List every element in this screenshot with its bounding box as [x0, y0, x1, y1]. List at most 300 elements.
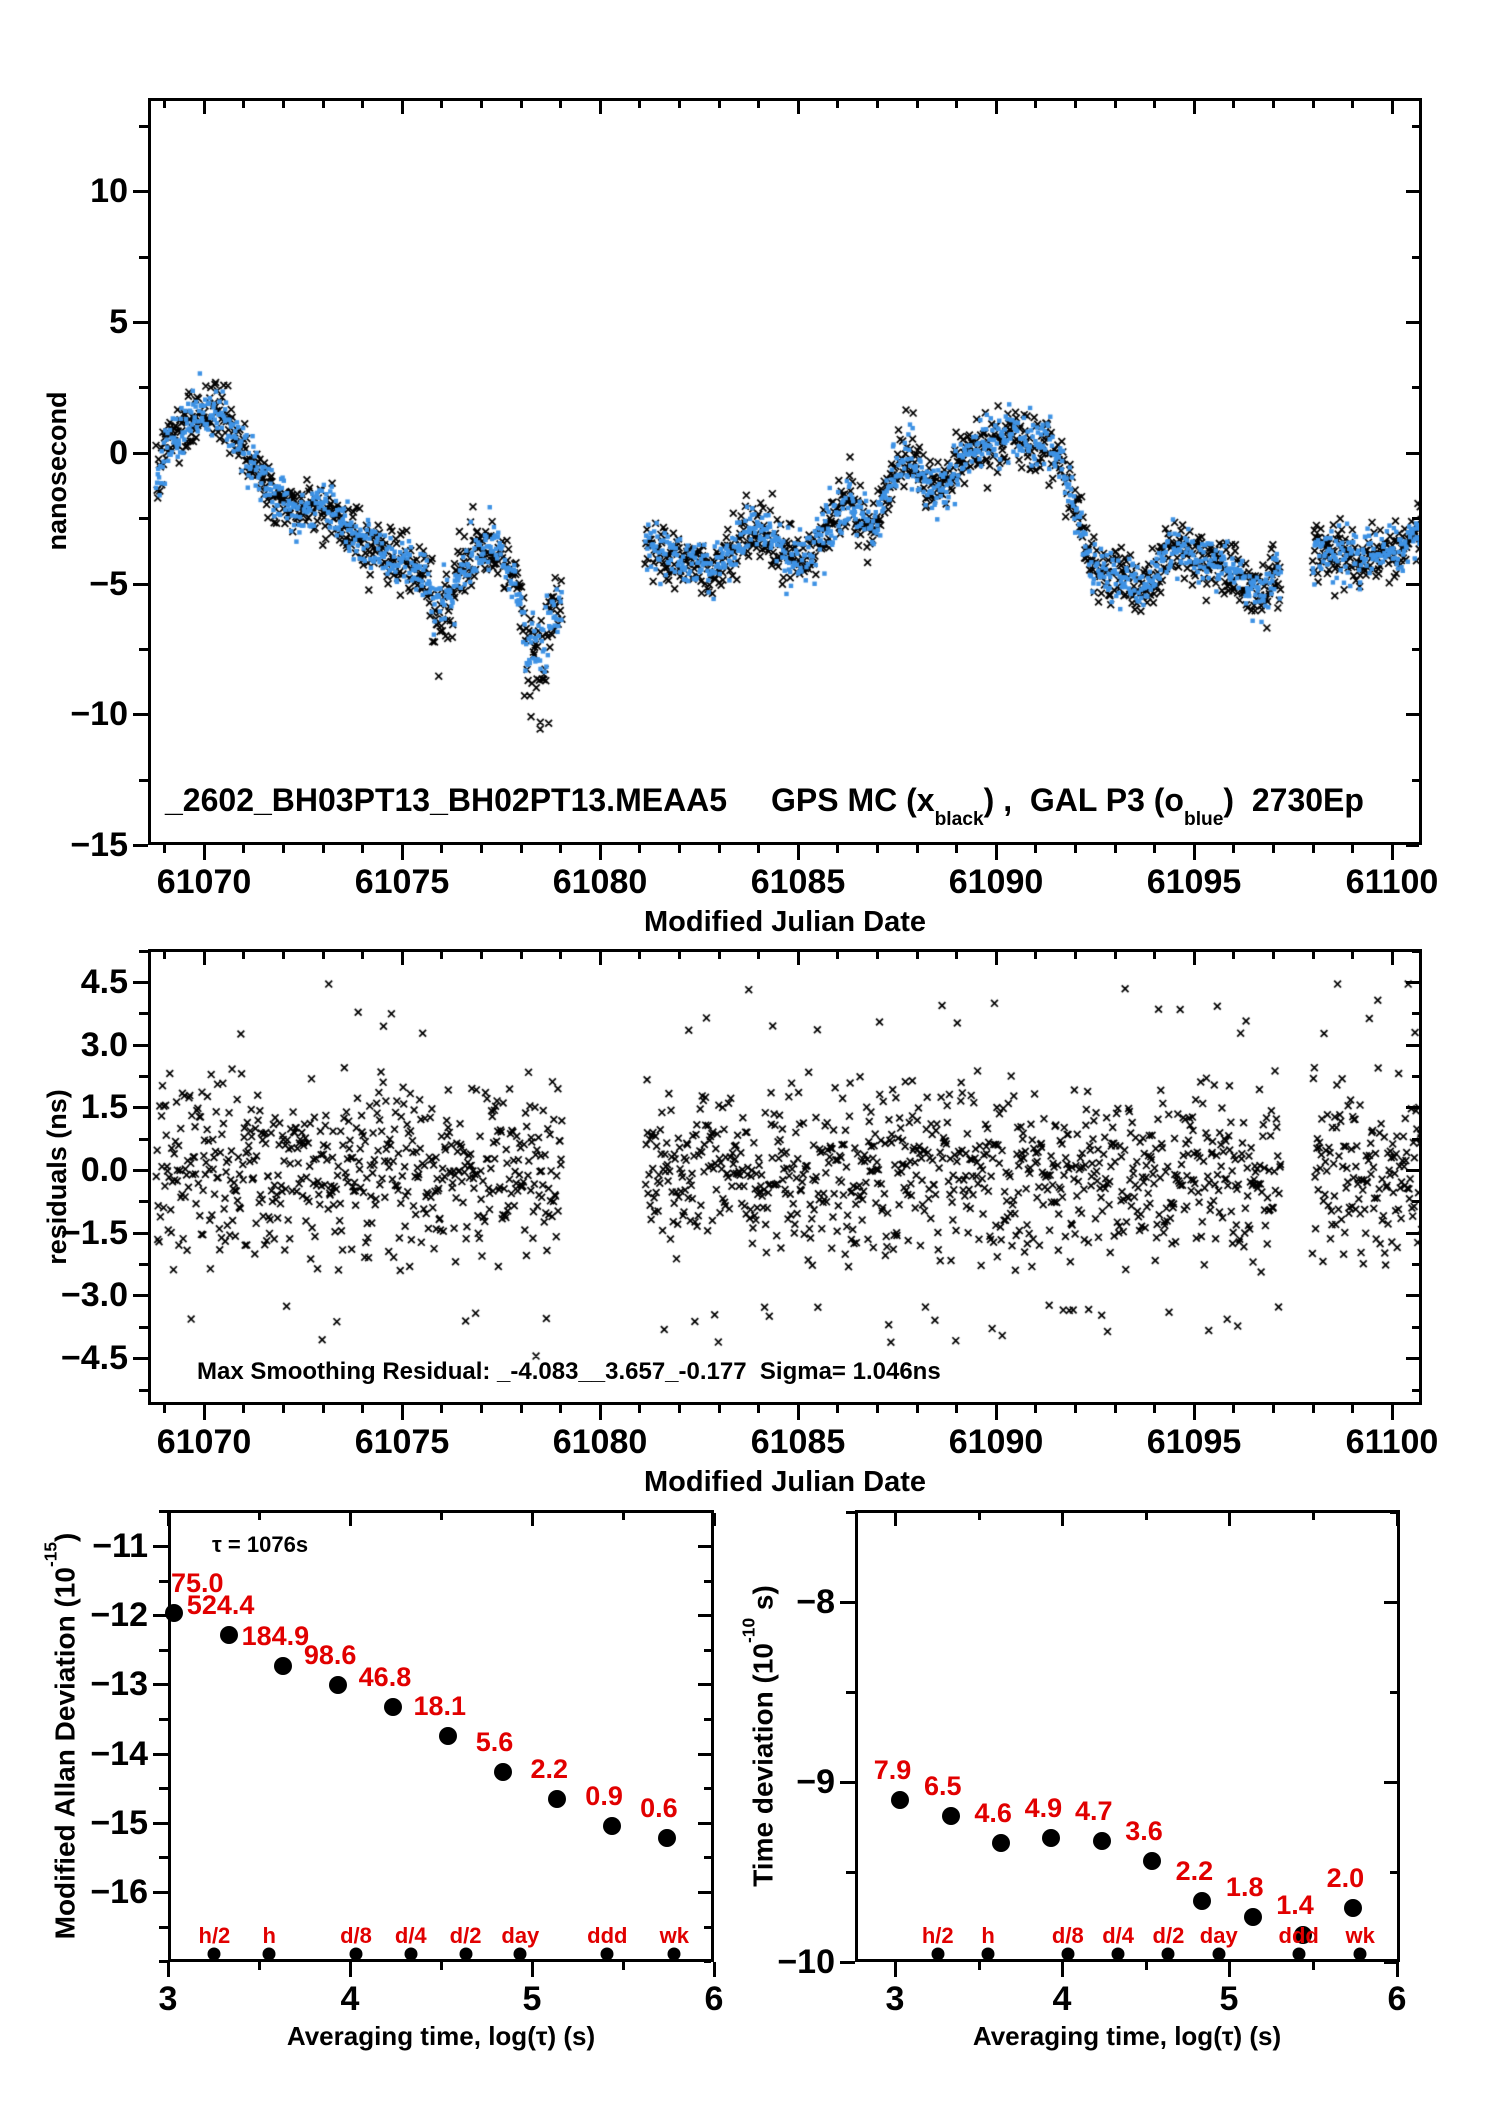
axis-tick: [139, 386, 148, 389]
axis-tick: [1034, 952, 1037, 959]
axis-tick: [955, 952, 958, 959]
axis-tick: [713, 1513, 716, 1526]
axis-tick: [139, 950, 148, 953]
axis-time-dot: [1061, 1948, 1074, 1961]
axis-tick: [678, 101, 681, 108]
data-point: [603, 1817, 621, 1835]
axis-tick: [1074, 952, 1077, 959]
axis-tick: [139, 125, 148, 128]
axis-tick: [1193, 845, 1196, 860]
ylabel-seg: Modified Allan Deviation (10: [49, 1567, 81, 1940]
axis-tick: [440, 845, 443, 853]
y-tick-label: −14: [90, 1735, 148, 1773]
axis-tick: [440, 1962, 443, 1970]
tdev-plot-frame: [855, 1510, 1400, 1962]
data-point: [658, 1829, 676, 1847]
axis-tick: [1312, 845, 1315, 853]
x-tick-label: 61095: [1146, 863, 1242, 901]
axis-tick: [1153, 845, 1156, 853]
axis-tick: [139, 648, 148, 651]
x-tick-label: 61080: [552, 1423, 648, 1461]
axis-tick: [139, 779, 148, 782]
axis-tick: [955, 845, 958, 853]
axis-tick: [638, 845, 641, 853]
top-xaxis-title: Modified Julian Date: [644, 906, 926, 938]
axis-tick: [1384, 1961, 1397, 1964]
axis-tick: [1384, 1781, 1397, 1784]
axis-tick: [349, 1962, 352, 1977]
x-tick-label: 5: [1219, 1980, 1239, 2018]
axis-tick: [916, 1405, 919, 1413]
axis-tick: [995, 1405, 998, 1420]
axis-tick: [955, 1405, 958, 1413]
axis-tick: [559, 952, 562, 959]
x-tick-label: 3: [885, 1980, 905, 2018]
axis-tick: [139, 1012, 148, 1015]
axis-time-dot: [931, 1948, 944, 1961]
axis-time-dot: [459, 1948, 472, 1961]
x-tick-label: 4: [1052, 1980, 1072, 2018]
axis-tick: [139, 1138, 148, 1141]
axis-time-dot: [514, 1948, 527, 1961]
data-point: [942, 1807, 960, 1825]
axis-tick: [1390, 1871, 1397, 1874]
axis-tick: [836, 101, 839, 108]
axis-tick: [361, 1405, 364, 1413]
time-mark-label: d/8: [1051, 1923, 1084, 1948]
tdev-xaxis-title: Averaging time, log(τ) (s): [972, 2021, 1282, 2051]
axis-tick: [1412, 517, 1419, 520]
axis-tick: [242, 845, 245, 853]
y-tick-label: −1.5: [60, 1214, 128, 1252]
axis-tick: [159, 1718, 168, 1721]
y-tick-label: 0.0: [80, 1151, 128, 1189]
axis-tick: [704, 1718, 711, 1721]
y-tick-label: 1.5: [80, 1088, 128, 1126]
point-value-label: 524.4: [186, 1589, 255, 1620]
axis-tick: [1153, 952, 1156, 959]
tdev-yaxis-title: [740, 1585, 779, 1887]
point-value-label: 6.5: [924, 1771, 962, 1802]
axis-tick: [133, 1169, 148, 1172]
axis-tick: [840, 1961, 855, 1964]
axis-tick: [203, 952, 206, 965]
data-point: [1344, 1899, 1362, 1917]
point-value-label: 75.0: [171, 1568, 224, 1599]
axis-tick: [894, 1962, 897, 1977]
axis-tick: [846, 1871, 855, 1874]
axis-tick: [242, 101, 245, 108]
data-point: [891, 1791, 909, 1809]
axis-tick: [1228, 1962, 1231, 1977]
axis-tick: [480, 952, 483, 959]
axis-tick: [159, 1510, 168, 1513]
ylabel-seg: ): [49, 1532, 81, 1542]
axis-tick: [1390, 1511, 1397, 1514]
top-plot-title-right: [771, 781, 1364, 832]
y-tick-label: −15: [90, 1804, 148, 1842]
axis-tick: [1153, 101, 1156, 108]
axis-tick: [698, 1753, 711, 1756]
axis-tick: [440, 1513, 443, 1520]
axis-tick: [797, 1405, 800, 1420]
axis-tick: [718, 101, 721, 108]
x-tick-label: 61085: [750, 1423, 846, 1461]
x-tick-label: 6: [704, 1980, 724, 2018]
axis-tick: [163, 952, 166, 959]
axis-tick: [1406, 452, 1419, 455]
axis-tick: [1114, 101, 1117, 108]
axis-tick: [1406, 1169, 1419, 1172]
axis-tick: [916, 845, 919, 853]
axis-tick: [1312, 1513, 1315, 1520]
axis-tick: [1061, 1513, 1064, 1526]
axis-tick: [1193, 1405, 1196, 1420]
time-mark-label: h/2: [921, 1923, 954, 1948]
axis-tick: [1406, 583, 1419, 586]
point-value-label: 0.6: [640, 1793, 678, 1824]
axis-tick: [718, 1405, 721, 1413]
axis-tick: [1412, 779, 1419, 782]
axis-tick: [401, 1405, 404, 1420]
axis-tick: [520, 101, 523, 108]
axis-tick: [1193, 101, 1196, 114]
axis-tick: [440, 952, 443, 959]
data-point: [494, 1763, 512, 1781]
axis-time-dot: [668, 1948, 681, 1961]
axis-tick: [1412, 1326, 1419, 1329]
point-value-label: 5.6: [475, 1727, 514, 1758]
x-tick-label: 61085: [750, 863, 846, 901]
axis-tick: [1412, 648, 1419, 651]
axis-tick: [1412, 1200, 1419, 1203]
axis-tick: [1034, 1405, 1037, 1413]
axis-tick: [678, 952, 681, 959]
axis-tick: [876, 952, 879, 959]
axis-tick: [797, 845, 800, 860]
point-value-label: 46.8: [358, 1662, 412, 1693]
axis-tick: [1232, 845, 1235, 853]
axis-tick: [757, 952, 760, 959]
axis-time-dot: [1354, 1948, 1367, 1961]
axis-tick: [1034, 845, 1037, 853]
y-tick-label: 5: [109, 303, 128, 341]
x-tick-label: 61095: [1146, 1423, 1242, 1461]
time-mark-label: d/4: [394, 1923, 427, 1948]
axis-tick: [440, 1405, 443, 1413]
axis-tick: [361, 101, 364, 108]
axis-tick: [258, 1962, 261, 1970]
axis-tick: [139, 1263, 148, 1266]
point-value-label: 0.9: [585, 1781, 623, 1812]
axis-tick: [167, 1513, 170, 1526]
axis-tick: [1391, 101, 1394, 114]
axis-time-dot: [1212, 1948, 1225, 1961]
axis-tick: [520, 952, 523, 959]
x-tick-label: 3: [158, 1980, 178, 2018]
point-value-label: 98.6: [303, 1640, 357, 1671]
axis-tick: [440, 101, 443, 108]
axis-tick: [1406, 844, 1419, 847]
axis-tick: [846, 1691, 855, 1694]
axis-tick: [1145, 1513, 1148, 1520]
data-point: [274, 1657, 292, 1675]
axis-tick: [1412, 256, 1419, 259]
title-sub-black: black: [934, 808, 984, 830]
x-tick-label: 61080: [552, 863, 648, 901]
time-mark-label: h/2: [198, 1923, 231, 1948]
axis-tick: [520, 845, 523, 853]
axis-tick: [1412, 125, 1419, 128]
y-tick-label: 4.5: [80, 963, 128, 1001]
axis-tick: [1412, 950, 1419, 953]
axis-time-dot: [982, 1948, 995, 1961]
axis-tick: [955, 101, 958, 108]
axis-tick: [139, 1389, 148, 1392]
axis-tick: [1074, 101, 1077, 108]
top-yaxis-title: nanosecond: [42, 391, 72, 551]
axis-tick: [622, 1513, 625, 1520]
mdev-xaxis-title: Averaging time, log(τ) (s): [286, 2021, 596, 2051]
residuals-xaxis-title: Modified Julian Date: [644, 1466, 926, 1498]
axis-tick: [159, 1856, 168, 1859]
axis-tick: [133, 321, 148, 324]
y-tick-label: −5: [89, 565, 128, 603]
axis-time-dot: [208, 1948, 221, 1961]
y-tick-label: −4.5: [60, 1339, 128, 1377]
point-value-label: 4.9: [1024, 1792, 1063, 1823]
axis-tick: [480, 1405, 483, 1413]
point-value-label: 2.0: [1326, 1862, 1365, 1893]
axis-tick: [718, 952, 721, 959]
axis-tick: [704, 1926, 711, 1929]
axis-tick: [1312, 101, 1315, 108]
time-mark-label: h: [981, 1923, 995, 1948]
axis-tick: [401, 101, 404, 114]
y-tick-label: −10: [777, 1943, 835, 1981]
axis-tick: [1232, 1405, 1235, 1413]
axis-tick: [978, 1513, 981, 1520]
axis-tick: [1412, 1012, 1419, 1015]
axis-tick: [1406, 1044, 1419, 1047]
axis-tick: [718, 845, 721, 853]
axis-tick: [1406, 713, 1419, 716]
axis-tick: [916, 101, 919, 108]
axis-tick: [163, 1405, 166, 1413]
y-tick-label: −13: [90, 1665, 148, 1703]
x-tick-label: 61070: [156, 1423, 252, 1461]
axis-tick: [1406, 981, 1419, 984]
axis-tick: [1384, 1601, 1397, 1604]
axis-tick: [258, 1513, 261, 1520]
title-seg: ) , GAL P3 (o: [983, 782, 1184, 818]
axis-tick: [282, 101, 285, 108]
point-value-label: 4.7: [1074, 1796, 1113, 1827]
axis-tick: [480, 845, 483, 853]
title-sub-blue: blue: [1183, 808, 1224, 830]
time-mark-label: day: [1199, 1923, 1238, 1948]
axis-tick: [704, 1856, 711, 1859]
axis-tick: [797, 101, 800, 114]
axis-tick: [203, 101, 206, 114]
axis-tick: [242, 952, 245, 959]
axis-tick: [133, 713, 148, 716]
y-tick-label: −16: [90, 1873, 148, 1911]
axis-tick: [1272, 1405, 1275, 1413]
x-tick-label: 61075: [354, 1423, 450, 1461]
data-point: [1093, 1832, 1111, 1850]
axis-tick: [153, 1545, 168, 1548]
axis-tick: [995, 845, 998, 860]
data-point: [165, 1604, 183, 1622]
y-tick-label: 10: [90, 172, 128, 210]
axis-tick: [139, 1075, 148, 1078]
axis-tick: [153, 1753, 168, 1756]
axis-tick: [133, 583, 148, 586]
axis-tick: [361, 952, 364, 959]
axis-tick: [1232, 101, 1235, 108]
axis-tick: [159, 1926, 168, 1929]
point-value-label: 184.9: [241, 1620, 310, 1651]
axis-tick: [995, 101, 998, 114]
axis-tick: [531, 1513, 534, 1526]
axis-tick: [159, 1960, 168, 1963]
axis-tick: [531, 1962, 534, 1977]
axis-tick: [1114, 952, 1117, 959]
axis-tick: [322, 101, 325, 108]
axis-tick: [599, 1405, 602, 1420]
x-tick-label: 61100: [1345, 1423, 1439, 1461]
y-tick-label: −11: [92, 1527, 148, 1565]
x-tick-label: 61075: [354, 863, 450, 901]
axis-tick: [757, 845, 760, 853]
data-point: [384, 1698, 402, 1716]
axis-time-dot: [1112, 1948, 1125, 1961]
axis-tick: [133, 844, 148, 847]
axis-tick: [133, 452, 148, 455]
y-tick-label: 0: [109, 434, 128, 472]
point-value-label: 7.9: [873, 1754, 912, 1785]
axis-tick: [139, 1326, 148, 1329]
axis-tick: [978, 1962, 981, 1970]
axis-tick: [638, 1405, 641, 1413]
axis-tick: [678, 1405, 681, 1413]
data-point: [1193, 1892, 1211, 1910]
axis-tick: [1074, 1405, 1077, 1413]
axis-tick: [1412, 1138, 1419, 1141]
axis-tick: [1228, 1513, 1231, 1526]
axis-tick: [840, 1601, 855, 1604]
axis-tick: [282, 1405, 285, 1413]
data-point: [1042, 1829, 1060, 1847]
axis-tick: [203, 1405, 206, 1420]
x-tick-label: 61070: [156, 863, 252, 901]
axis-tick: [797, 952, 800, 965]
axis-tick: [163, 101, 166, 108]
y-tick-label: 3.0: [80, 1026, 128, 1064]
axis-tick: [599, 101, 602, 114]
axis-tick: [1153, 1405, 1156, 1413]
axis-tick: [638, 952, 641, 959]
time-mark-label: ddd: [587, 1923, 628, 1948]
axis-tick: [916, 952, 919, 959]
tau-annotation: τ = 1076s: [212, 1532, 309, 1557]
axis-tick: [163, 845, 166, 853]
axis-tick: [836, 1405, 839, 1413]
axis-time-dot: [1162, 1948, 1175, 1961]
residuals-scatter-canvas: [151, 952, 1419, 1402]
data-point: [220, 1626, 238, 1644]
axis-tick: [876, 1405, 879, 1413]
axis-tick: [133, 1294, 148, 1297]
axis-tick: [757, 101, 760, 108]
axis-tick: [1396, 1962, 1399, 1977]
axis-tick: [876, 845, 879, 853]
axis-tick: [1390, 1691, 1397, 1694]
axis-tick: [698, 1683, 711, 1686]
ylabel-exponent: -15: [40, 1541, 61, 1568]
axis-tick: [153, 1822, 168, 1825]
time-mark-label: wk: [1345, 1923, 1375, 1948]
axis-tick: [282, 845, 285, 853]
axis-tick: [698, 1891, 711, 1894]
axis-tick: [159, 1787, 168, 1790]
axis-tick: [1406, 1357, 1419, 1360]
axis-tick: [704, 1649, 711, 1652]
x-tick-label: 4: [340, 1980, 360, 2018]
axis-tick: [1351, 845, 1354, 853]
axis-tick: [1391, 1405, 1394, 1420]
axis-tick: [133, 1357, 148, 1360]
axis-tick: [480, 101, 483, 108]
axis-tick: [361, 845, 364, 853]
y-tick-label: −3.0: [60, 1276, 128, 1314]
time-mark-label: day: [501, 1923, 540, 1948]
time-mark-label: wk: [659, 1923, 689, 1948]
axis-tick: [1406, 190, 1419, 193]
axis-tick: [876, 101, 879, 108]
axis-tick: [1412, 386, 1419, 389]
axis-tick: [520, 1405, 523, 1413]
x-tick-label: 6: [1387, 1980, 1407, 2018]
point-value-label: 18.1: [413, 1690, 466, 1721]
data-point: [329, 1676, 347, 1694]
axis-tick: [159, 1649, 168, 1652]
point-value-label: 1.4: [1276, 1889, 1314, 1920]
point-value-label: 2.2: [530, 1754, 569, 1785]
axis-tick: [133, 1232, 148, 1235]
axis-tick: [599, 952, 602, 965]
y-tick-label: −8: [796, 1583, 835, 1621]
axis-time-dot: [601, 1948, 614, 1961]
point-value-label: 1.8: [1225, 1871, 1264, 1902]
axis-tick: [133, 1044, 148, 1047]
point-value-label: 2.2: [1175, 1855, 1214, 1886]
data-point: [1143, 1852, 1161, 1870]
residuals-yaxis-title: residuals (ns): [42, 1089, 72, 1265]
axis-tick: [995, 952, 998, 965]
axis-tick: [1406, 1106, 1419, 1109]
axis-tick: [1391, 952, 1394, 965]
axis-tick: [1312, 1962, 1315, 1970]
axis-time-dot: [263, 1948, 276, 1961]
axis-tick: [153, 1683, 168, 1686]
axis-tick: [322, 845, 325, 853]
axis-tick: [133, 190, 148, 193]
axis-tick: [1145, 1962, 1148, 1970]
x-tick-label: 61090: [948, 863, 1044, 901]
point-value-label: 4.6: [974, 1798, 1012, 1829]
